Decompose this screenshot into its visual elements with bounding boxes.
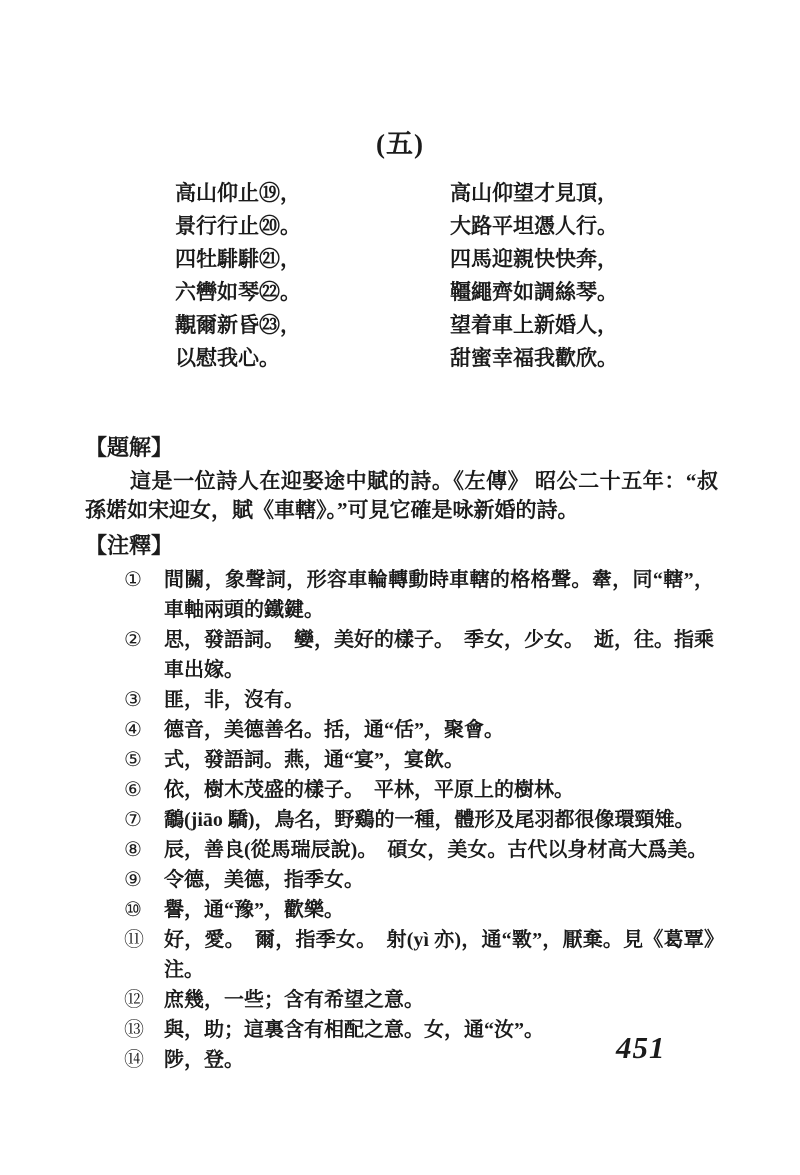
tijie-heading: 【題解】 xyxy=(85,435,174,460)
annotation-list xyxy=(0,565,800,1075)
annotation-text: 思，發語詞。 孌，美好的樣子。 季女，少女。 逝，往。指乘車出嫁。 xyxy=(164,629,714,681)
poem-block xyxy=(0,177,800,375)
annotation-number: ③ xyxy=(124,689,142,711)
annotation-number: ⑩ xyxy=(124,899,142,921)
annotation-number: ⑫ xyxy=(124,989,144,1011)
annotation-number: ① xyxy=(124,569,142,591)
poem-translation-line: 高山仰望才見頂， xyxy=(450,181,618,205)
annotation-number: ② xyxy=(124,629,142,651)
annotation-text: 依，樹木茂盛的樣子。 平林，平原上的樹林。 xyxy=(164,779,574,801)
annotation-text: 匪，非，沒有。 xyxy=(164,689,304,711)
annotation-text: 鷮(jiāo 驕)，鳥名，野鷄的一種，體形及尾羽都很像環頸雉。 xyxy=(164,809,695,831)
annotation-item xyxy=(0,1015,800,1045)
annotation-text: 德音，美德善名。括，通“佸”，聚會。 xyxy=(164,719,504,741)
annotation-item xyxy=(0,745,800,775)
annotation-number: ⑨ xyxy=(124,869,142,891)
annotation-item xyxy=(0,1045,800,1075)
poem-translation-line: 甜蜜幸福我歡欣。 xyxy=(450,346,618,370)
annotation-number: ⑦ xyxy=(124,809,142,831)
poem-translation-line: 四馬迎親快快奔， xyxy=(450,247,618,271)
poem-original-column xyxy=(175,177,450,375)
poem-translation-column xyxy=(450,177,618,375)
annotation-item xyxy=(0,565,800,625)
poem-original-line: 覯爾新昏㉓， xyxy=(175,313,301,337)
annotation-text: 與，助；這裏含有相配之意。女，通“汝”。 xyxy=(164,1019,544,1041)
annotation-number: ⑥ xyxy=(124,779,142,801)
annotation-text: 庶幾，一些；含有希望之意。 xyxy=(164,989,424,1011)
poem-original-line: 四牡騑騑㉑， xyxy=(175,247,301,271)
annotation-number: ⑬ xyxy=(124,1019,144,1041)
annotation-item xyxy=(0,835,800,865)
zhushi-heading: 【注釋】 xyxy=(85,533,174,558)
annotation-number: ⑧ xyxy=(124,839,142,861)
annotation-text: 好，愛。 爾，指季女。 射(yì 亦)，通“斁”，厭棄。見《葛覃》注。 xyxy=(164,929,714,981)
annotation-item xyxy=(0,775,800,805)
annotation-number: ⑤ xyxy=(124,749,142,771)
poem-original-line: 景行行止⑳。 xyxy=(175,214,301,238)
poem-section-number: (五) xyxy=(376,129,424,159)
annotation-text: 令德，美德，指季女。 xyxy=(164,869,364,891)
poem-original-line: 以慰我心。 xyxy=(175,346,280,370)
poem-original-line: 六轡如琴㉒。 xyxy=(175,280,301,304)
poem-translation-line: 大路平坦憑人行。 xyxy=(450,214,618,238)
page-number: 451 xyxy=(616,1030,666,1065)
tijie-text: 這是一位詩人在迎娶途中賦的詩。《左傳》 昭公二十五年：“叔孫婼如宋迎女，賦《車轄》。”可見它確是咏新婚的詩。 xyxy=(85,469,718,522)
annotation-item xyxy=(0,685,800,715)
annotation-item xyxy=(0,985,800,1015)
annotation-text: 間關，象聲詞，形容車輪轉動時車轄的格格聲。舝，同“轄”， 車軸兩頭的鐵鍵。 xyxy=(164,569,714,621)
annotation-item xyxy=(0,715,800,745)
poem-translation-line: 望着車上新婚人， xyxy=(450,313,618,337)
poem-translation-line: 韁繩齊如調絲琴。 xyxy=(450,280,618,304)
annotation-text: 式，發語詞。燕，通“宴”，宴飲。 xyxy=(164,749,464,771)
annotation-item xyxy=(0,925,800,985)
annotation-text: 譽，通“豫”，歡樂。 xyxy=(164,899,344,921)
annotation-item xyxy=(0,895,800,925)
annotation-text: 辰，善良(從馬瑞辰說)。 碩女，美女。古代以身材高大爲美。 xyxy=(164,839,708,861)
annotation-item xyxy=(0,625,800,685)
poem-original-line: 高山仰止⑲， xyxy=(175,181,301,205)
annotation-item xyxy=(0,805,800,835)
annotation-number: ⑭ xyxy=(124,1049,144,1071)
annotation-item xyxy=(0,865,800,895)
annotation-text: 陟，登。 xyxy=(164,1049,244,1071)
annotation-number: ⑪ xyxy=(124,929,144,951)
annotation-number: ④ xyxy=(124,719,142,741)
